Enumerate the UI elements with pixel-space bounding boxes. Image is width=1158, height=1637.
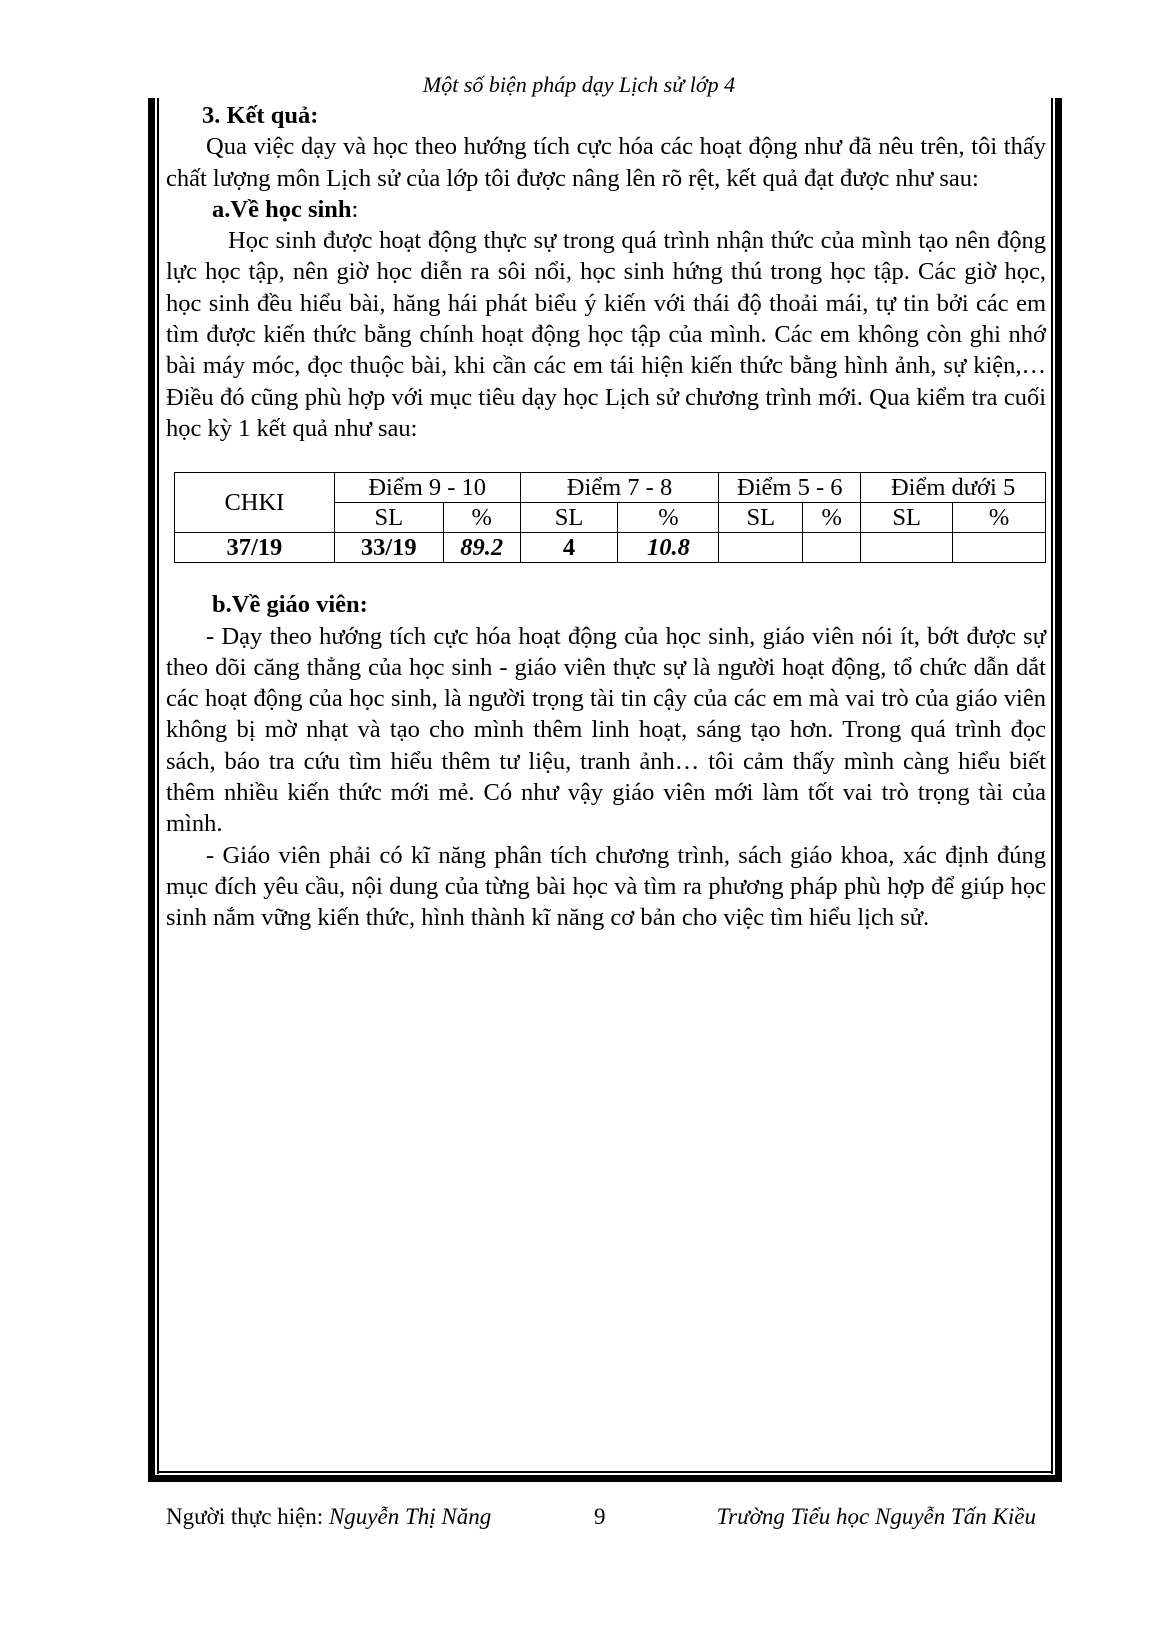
table-cell: 10.8 (618, 533, 719, 563)
table-sub-header: SL (520, 503, 618, 533)
table-sub-header: % (618, 503, 719, 533)
table-cell (953, 533, 1046, 563)
table-group-header: Điểm 7 - 8 (520, 473, 719, 503)
table-cell (803, 533, 861, 563)
students-heading-line (166, 194, 1046, 225)
page-content (166, 100, 1046, 934)
footer-school: Trường Tiểu học Nguyễn Tấn Kiều (716, 1504, 1036, 1529)
section-heading: 3. Kết quả: (202, 102, 319, 129)
page-header: Một số biện pháp dạy Lịch sử lớp 4 (422, 72, 736, 97)
students-paragraph: Học sinh được hoạt động thực sự trong quá trình nhận thức của mình tạo nên động lực học tập, nên giờ học diễn ra sôi nổi, học sinh hứng thú trong học tập. Các giờ học, học sinh đều hiểu bài, hăng hái phát biểu ý kiến với thái độ thoải mái, tự tin bởi các em tìm được kiến thức bằng chính hoạt động học tập của mình. Các em không còn ghi nhớ bài máy móc, đọc thuộc bài, khi cần các em tái hiện kiến thức bằng hình ảnh, sự kiện,…Điều đó cũng phù hợp với mục tiêu dạy học Lịch sử chương trình mới. Qua kiểm tra cuối học kỳ 1 kết quả như sau: (166, 227, 1046, 442)
page-footer (166, 1502, 1036, 1532)
table-row-header: CHKI (175, 473, 335, 533)
table-sub-header: % (443, 503, 520, 533)
table-cell (719, 533, 803, 563)
table-row (175, 533, 1046, 563)
results-table (174, 472, 1046, 563)
footer-author-label: Người thực hiện: (166, 1504, 329, 1529)
teachers-paragraph-1: - Dạy theo hướng tích cực hóa hoạt động của học sinh, giáo viên nói ít, bớt được sự theo dõi căng thẳng của học sinh - giáo viên thực sự là người hoạt động, tổ chức dẫn dắt các hoạt động của học sinh, là người trọng tài tin cậy của các em mà vai trò của giáo viên không bị mờ nhạt và tạo cho mình thêm linh hoạt, sáng tạo hơn. Trong quá trình đọc sách, báo tra cứu tìm hiểu thêm tư liệu, tranh ảnh… tôi cảm thấy mình càng hiểu biết thêm nhiều kiến thức mới mẻ. Có như vậy giáo viên mới làm tốt vai trò trọng tài của mình. (166, 622, 1046, 838)
students-heading-colon: : (351, 195, 359, 223)
page-number: 9 (594, 1504, 606, 1529)
table-group-header: Điểm 5 - 6 (719, 473, 861, 503)
table-sub-header: % (953, 503, 1046, 533)
students-heading: a.Về học sinh (212, 195, 352, 223)
footer-author-name: Nguyễn Thị Năng (328, 1504, 492, 1529)
table-group-header: Điểm 9 - 10 (334, 473, 520, 503)
table-cell: 37/19 (175, 533, 335, 563)
table-cell: 4 (520, 533, 618, 563)
teachers-paragraph-2: - Giáo viên phải có kĩ năng phân tích chương trình, sách giáo khoa, xác định đúng mục đích yêu cầu, nội dung của từng bài học và tìm ra phương pháp phù hợp để giúp học sinh nắm vững kiến thức, hình thành kĩ năng cơ bản cho việc tìm hiểu lịch sử. (166, 841, 1046, 932)
table-cell (861, 533, 953, 563)
table-sub-header: % (803, 503, 861, 533)
footer-author (166, 1502, 491, 1532)
table-cell: 89.2 (443, 533, 520, 563)
teachers-heading: b.Về giáo viên: (212, 591, 368, 619)
table-cell: 33/19 (334, 533, 443, 563)
table-sub-header: SL (719, 503, 803, 533)
table-sub-header: SL (334, 503, 443, 533)
table-group-header: Điểm dưới 5 (861, 473, 1046, 503)
intro-paragraph: Qua việc dạy và học theo hướng tích cực hóa các hoạt động như đã nêu trên, tôi thấy chất lượng môn Lịch sử của lớp tôi được nâng lên rõ rệt, kết quả đạt được như sau: (166, 133, 1046, 192)
table-sub-header: SL (861, 503, 953, 533)
